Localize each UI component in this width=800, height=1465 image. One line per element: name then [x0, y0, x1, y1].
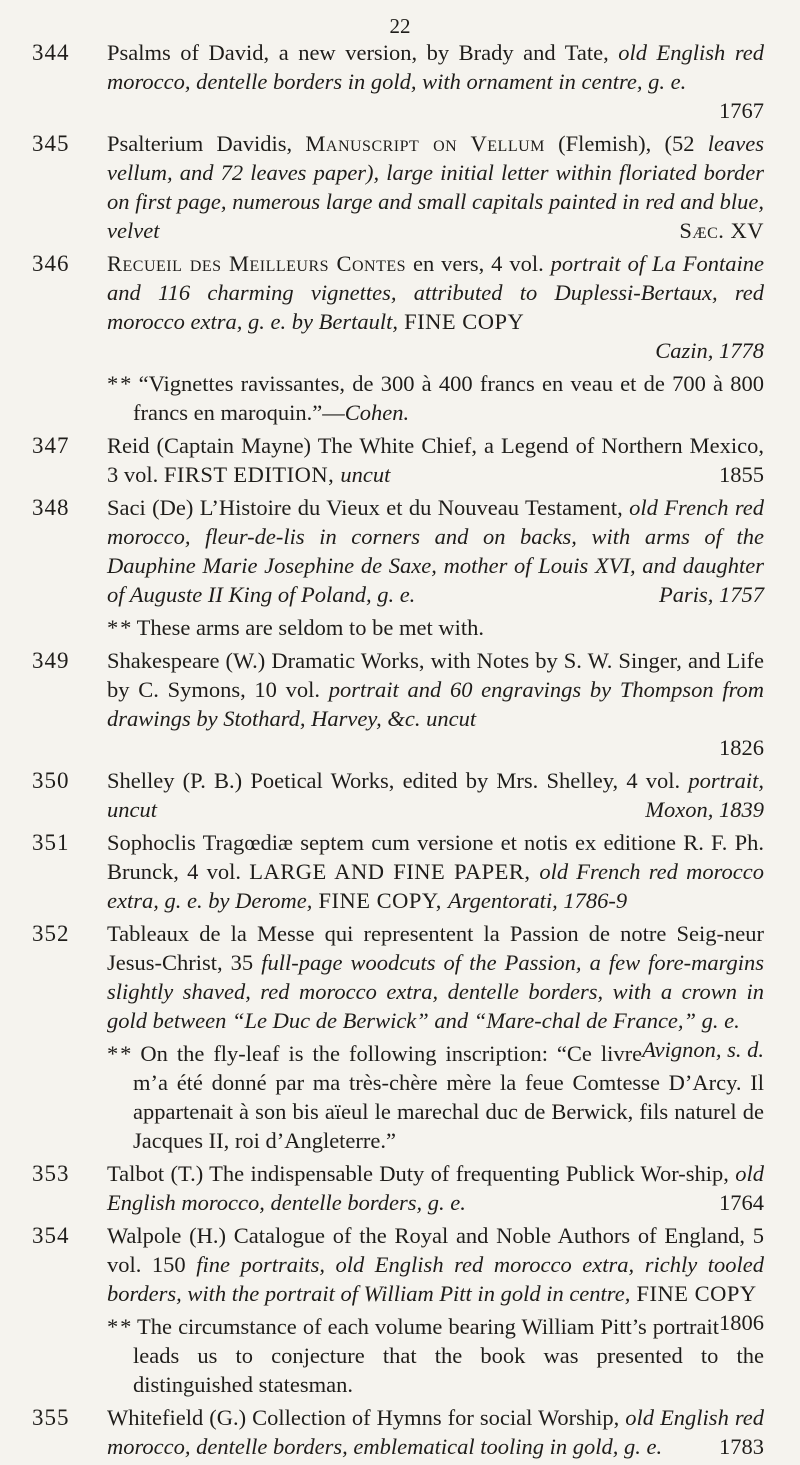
entry-title: Saci (De) L’Histoire du Vieux et du Nouveau Testament, — [107, 495, 630, 520]
entry-number: 355 — [32, 1405, 70, 1430]
entries-list — [0, 38, 800, 1465]
entry-date: Avignon, s. d. — [642, 1037, 764, 1062]
entry-condition: FINE COPY, — [312, 888, 448, 913]
catalogue-entry — [0, 919, 800, 1062]
catalogue-entry — [0, 129, 800, 245]
entry-text — [107, 1159, 764, 1217]
catalogue-entry — [0, 431, 800, 489]
entry-title: Tableaux de la Messe qui representent la Passion de notre Seig-neur Jesus-Christ, 35 — [107, 921, 764, 975]
entry-date: Paris, 1757 — [658, 582, 764, 607]
entry-number: 345 — [32, 131, 70, 156]
note-text: * * The circumstance of each volume bearing William Pitt’s portrait leads us to conjecture that the book was presented to the distinguished statesman. — [107, 1314, 764, 1397]
entry-title: Shelley (P. B.) Poetical Works, edited by Mrs. Shelley, 4 vol. — [107, 768, 689, 793]
entry-title: Shakespeare (W.) Dramatic Works, with Notes by S. W. Singer, and Life by C. Symons, 10 vol. — [107, 648, 764, 702]
entry-text — [107, 1403, 764, 1461]
note-text: * * On the fly-leaf is the following inscription: “Ce livre m’a été donné par ma très-chère mère la feue Comtesse D’Arcy. Il appartenait à son bis aïeul le marechal duc de Berwick, fils naturel de Jacques II, roi d’Angleterre.” — [107, 1041, 764, 1153]
entry-title-cont: en vers, 4 vol. — [406, 251, 551, 276]
entry-date: 1806 — [719, 1310, 764, 1335]
note-text: * * “Vignettes ravissantes, de 300 à 400 francs en veau et de 700 à 800 francs en maroquin.”— — [107, 371, 764, 425]
entry-description: uncut — [340, 462, 391, 487]
entry-number: 352 — [32, 921, 70, 946]
entry-title: Recueil des Meilleurs Contes — [107, 251, 407, 276]
catalogue-entry — [0, 493, 800, 609]
entry-number: 344 — [32, 40, 70, 65]
entry-description: portrait of La Fontaine and 116 charming vignettes, attributed to Duplessi-Bertaux, red morocco extra, g. e. by Bertault, — [107, 251, 764, 334]
entry-date: 1855 — [719, 462, 764, 487]
catalogue-entry — [0, 828, 800, 915]
entry-number: 349 — [32, 648, 70, 673]
note-text: * * These arms are seldom to be met with. — [107, 615, 484, 640]
entry-title-cont: (Flemish), (52 — [544, 131, 708, 156]
entry-text — [107, 431, 764, 489]
entry-number: 347 — [32, 433, 70, 458]
entry-description: portrait and 60 engravings by Thompson from drawings by Stothard, Harvey, &c. uncut — [107, 677, 764, 731]
entry-title: Whitefield (G.) Collection of Hymns for social Worship, — [107, 1405, 626, 1430]
entry-date: 1783 — [719, 1434, 764, 1459]
note-author: Cohen. — [344, 400, 410, 425]
entry-text — [107, 129, 764, 245]
entry-description: old English red morocco, dentelle borders in gold, with ornament in centre, g. e. — [107, 40, 764, 94]
entry-note — [0, 613, 800, 642]
catalogue-entry — [0, 1159, 800, 1217]
entry-note — [0, 369, 800, 427]
entry-description: old English red morocco, dentelle borders, emblematical tooling in gold, g. e. — [107, 1405, 764, 1459]
entry-text — [107, 38, 764, 125]
entry-description: fine portraits, old English red morocco extra, richly tooled borders, with the portrait of William Pitt in gold in centre, — [107, 1252, 764, 1306]
entry-number: 346 — [32, 251, 70, 276]
catalogue-entry — [0, 1221, 800, 1335]
entry-title: Talbot (T.) The indispensable Duty of frequenting Publick Wor-ship, — [107, 1161, 736, 1186]
entry-text — [107, 1221, 764, 1335]
entry-condition: FINE COPY — [630, 1281, 757, 1306]
entry-paper: LARGE AND FINE PAPER, — [249, 859, 540, 884]
entry-text — [107, 828, 764, 915]
catalogue-entry — [0, 646, 800, 762]
catalogue-entry — [0, 1403, 800, 1461]
entry-date: 1767 — [719, 98, 764, 123]
entry-description: leaves vellum, and 72 leaves paper), large initial letter within floriated border on first page, numerous large and small capitals painted in red and blue, velvet — [107, 131, 765, 243]
entry-date: 1826 — [719, 735, 764, 760]
entry-description: old French red morocco, fleur-de-lis in corners and on backs, with arms of the Dauphine Marie Josephine de Saxe, mother of Louis XVI, and daughter of Auguste II King of Poland, g. e. — [107, 495, 764, 607]
entry-smallcaps: Manuscript on Vellum — [305, 131, 545, 156]
entry-condition: FINE COPY — [397, 309, 525, 334]
entry-description: full-page woodcuts of the Passion, a few fore-margins slightly shaved, red morocco extra, dentelle borders, with a crown in gold between “Le Duc de Berwick” and “Mare-chal de France,” g. e. — [107, 950, 764, 1033]
catalogue-entry — [0, 249, 800, 365]
entry-date: Sæc. XV — [679, 218, 764, 243]
entry-note — [0, 1312, 800, 1399]
catalogue-entry — [0, 766, 800, 824]
entry-text — [107, 249, 764, 365]
entry-number: 353 — [32, 1161, 70, 1186]
entry-text — [107, 766, 764, 824]
catalogue-entry — [0, 38, 800, 125]
entry-title: Walpole (H.) Catalogue of the Royal and Noble Authors of England, 5 vol. 150 — [107, 1223, 764, 1277]
entry-number: 348 — [32, 495, 70, 520]
entry-description: old French red morocco extra, g. e. by Derome, — [107, 859, 764, 913]
entry-text — [107, 919, 764, 1062]
entry-date: Cazin, 1778 — [655, 338, 764, 363]
entry-title: Sophoclis Tragœdiæ septem cum versione et notis ex editione R. F. Ph. Brunck, 4 vol. — [107, 830, 764, 884]
entry-date: 1764 — [719, 1190, 764, 1215]
entry-title: Psalterium Davidis, — [107, 131, 306, 156]
entry-description: portrait, uncut — [107, 768, 764, 822]
entry-text — [107, 493, 764, 609]
entry-number: 350 — [32, 768, 70, 793]
entry-date: Argentorati, 1786-9 — [447, 888, 628, 913]
entry-description: old English morocco, dentelle borders, g. e. — [107, 1161, 764, 1215]
entry-text — [107, 646, 764, 762]
entry-title: Reid (Captain Mayne) The White Chief, a Legend of Northern Mexico, 3 vol. — [107, 433, 764, 487]
entry-number: 354 — [32, 1223, 70, 1248]
page-number: 22 — [389, 14, 411, 38]
entry-number: 351 — [32, 830, 70, 855]
entry-title: Psalms of David, a new version, by Brady and Tate, — [107, 40, 619, 65]
entry-date: Moxon, 1839 — [645, 797, 764, 822]
entry-edition: FIRST EDITION, — [163, 462, 341, 487]
